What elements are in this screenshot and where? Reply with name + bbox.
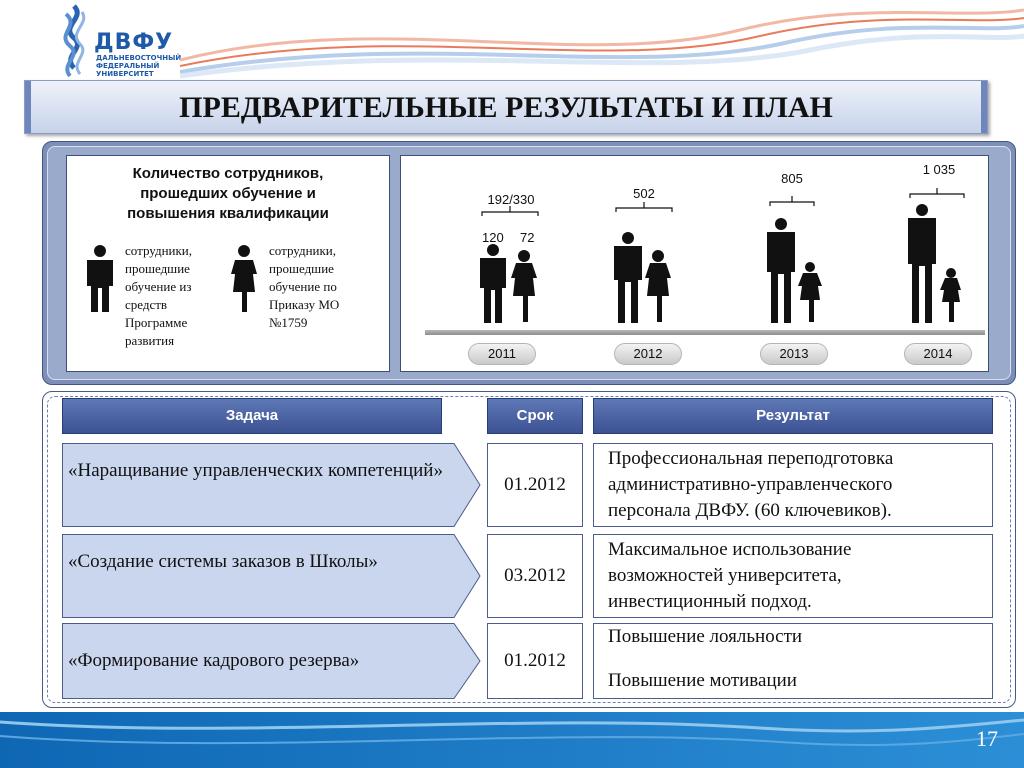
year-label-2012: 2012 <box>614 343 682 365</box>
result-cell <box>593 623 993 699</box>
deadline-cell: 01.2012 <box>487 623 583 699</box>
year-label-2014: 2014 <box>904 343 972 365</box>
task-arrow-shape <box>62 534 482 618</box>
task-arrow-shape <box>62 443 482 527</box>
brackets <box>482 188 964 216</box>
total-label-2012: 502 <box>633 186 655 201</box>
result-text: Максимальное использование возможностей университета, инвестиционный подход. <box>608 539 852 612</box>
bar-2013-man <box>767 218 795 323</box>
bar-2014-man <box>908 204 936 323</box>
page-number: 17 <box>976 726 998 751</box>
task-row-1 <box>62 443 482 527</box>
header-task: Задача <box>62 398 442 434</box>
split-label-2011-a: 120 <box>482 230 504 245</box>
header-deadline: Срок <box>487 398 583 434</box>
page-title: ПРЕДВАРИТЕЛЬНЫЕ РЕЗУЛЬТАТЫ И ПЛАН <box>179 91 833 124</box>
result-text: Повышение лояльности Повышение мотивации <box>608 626 803 691</box>
legend-heading: Количество сотрудников, прошедших обучение и повышения квалификации <box>127 165 329 222</box>
total-label-2011: 192/330 <box>487 192 535 207</box>
result-cell <box>593 534 993 618</box>
bar-2011-man <box>480 244 506 323</box>
footer-waves <box>0 712 1024 768</box>
task-row-2 <box>62 534 482 618</box>
bar-2014-woman <box>940 268 961 322</box>
task-text: «Формирование кадрового резерва» <box>68 650 360 671</box>
result-cell <box>593 443 993 527</box>
deadline-cell: 01.2012 <box>487 443 583 527</box>
task-text: «Наращивание управленческих компетенций» <box>68 460 443 481</box>
task-row-3 <box>62 623 482 699</box>
logo-name: ДВФУ <box>94 30 174 55</box>
deadline-cell: 03.2012 <box>487 534 583 618</box>
header-result: Результат <box>593 398 993 434</box>
split-label-2011-b: 72 <box>520 230 535 245</box>
legend-item-order: сотрудники, прошедшие обучение по Приказу МО №1759 <box>269 243 340 330</box>
result-text: Профессиональная переподготовка административно-управленческого персонала ДВФУ. (60 ключевиков). <box>608 448 894 521</box>
bar-2012-man <box>614 232 642 323</box>
bar-2013-woman <box>798 262 822 322</box>
total-label-2014: 1 035 <box>922 162 956 177</box>
total-label-2013: 805 <box>781 171 803 186</box>
legend-item-program: сотрудники, прошедшие обучение из средств Программе развития <box>125 243 192 348</box>
task-text: «Создание системы заказов в Школы» <box>68 551 378 572</box>
bar-2011-woman <box>511 250 537 322</box>
bar-2012-woman <box>645 250 671 322</box>
year-label-2013: 2013 <box>760 343 828 365</box>
year-label-2011: 2011 <box>468 343 536 365</box>
logo-subtitle: ДАЛЬНЕВОСТОЧНЫЙ ФЕДЕРАЛЬНЫЙ УНИВЕРСИТЕТ <box>96 54 182 78</box>
